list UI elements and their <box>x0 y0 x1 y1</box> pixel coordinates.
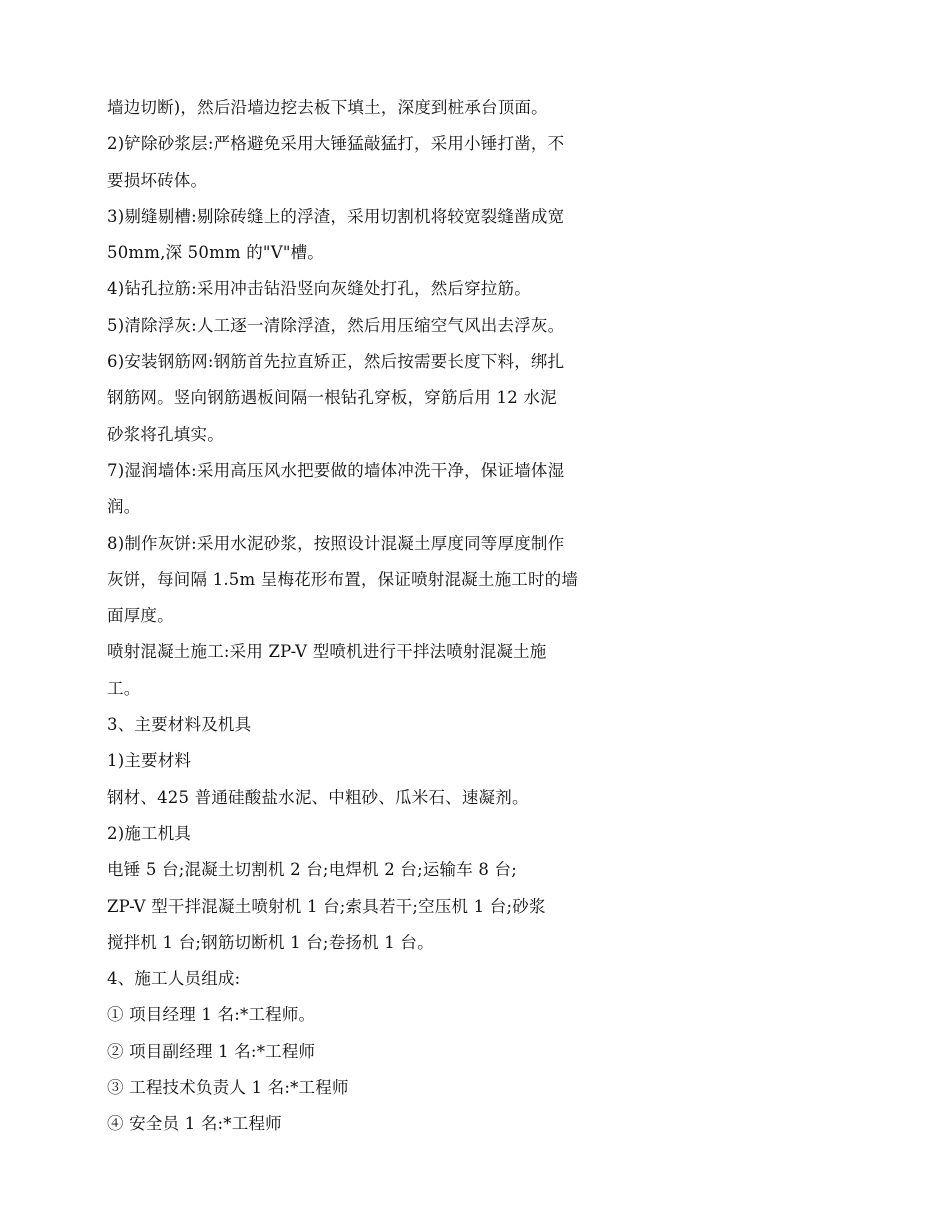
text-line: 灰饼，每间隔 1.5m 呈梅花形布置，保证喷射混凝土施工时的墙 <box>107 569 579 589</box>
section-heading: 4、施工人员组成: <box>107 969 241 989</box>
text-line: 要损坏砖体。 <box>107 170 208 190</box>
text-line: 工。 <box>107 678 141 698</box>
subsection-heading: 1)主要材料 <box>107 751 192 771</box>
text-line: 2)铲除砂浆层:严格避免采用大锤猛敲猛打，采用小锤打凿，不 <box>107 134 565 154</box>
subsection-heading: 2)施工机具 <box>107 823 192 843</box>
list-item: ④ 安全员 1 名:*工程师 <box>107 1114 282 1134</box>
text-line: 润。 <box>107 497 141 517</box>
list-item: ② 项目副经理 1 名:*工程师 <box>107 1041 316 1061</box>
text-line: 喷射混凝土施工:采用 ZP-V 型喷机进行干拌法喷射混凝土施 <box>107 642 547 662</box>
text-line: 面厚度。 <box>107 606 174 626</box>
text-line: 50mm,深 50mm 的"V"槽。 <box>107 243 325 263</box>
text-line: 墙边切断)，然后沿墙边挖去板下填土，深度到桩承台顶面。 <box>107 98 548 117</box>
text-line: 搅拌机 1 台;钢筋切断机 1 台;卷扬机 1 台。 <box>107 932 434 952</box>
section-heading: 3、主要材料及机具 <box>107 715 252 735</box>
list-item: ① 项目经理 1 名:*工程师。 <box>107 1005 316 1025</box>
text-line: 电锤 5 台;混凝土切割机 2 台;电焊机 2 台;运输车 8 台; <box>107 860 517 880</box>
document-body <box>107 90 637 1143</box>
text-line: 5)清除浮灰:人工逐一清除浮渣，然后用压缩空气风出去浮灰。 <box>107 315 565 335</box>
list-item: ③ 工程技术负责人 1 名:*工程师 <box>107 1078 349 1098</box>
text-line: 7)湿润墙体:采用高压风水把要做的墙体冲洗干净，保证墙体湿 <box>107 460 565 480</box>
text-line: 6)安装钢筋网:钢筋首先拉直矫正，然后按需要长度下料，绑扎 <box>107 352 565 372</box>
text-line: 3)剔缝剔槽:剔除砖缝上的浮渣，采用切割机将较宽裂缝凿成宽 <box>107 206 565 226</box>
text-line: 钢材、425 普通硅酸盐水泥、中粗砂、瓜米石、速凝剂。 <box>107 787 529 807</box>
text-line: 4)钻孔拉筋:采用冲击钻沿竖向灰缝处打孔，然后穿拉筋。 <box>107 279 531 299</box>
text-line: 8)制作灰饼:采用水泥砂浆，按照设计混凝土厚度同等厚度制作 <box>107 533 565 553</box>
text-line: 钢筋网。竖向钢筋遇板间隔一根钻孔穿板，穿筋后用 12 水泥 <box>107 388 557 408</box>
text-line: ZP-V 型干拌混凝土喷射机 1 台;索具若干;空压机 1 台;砂浆 <box>107 896 546 916</box>
text-line: 砂浆将孔填实。 <box>107 424 224 444</box>
